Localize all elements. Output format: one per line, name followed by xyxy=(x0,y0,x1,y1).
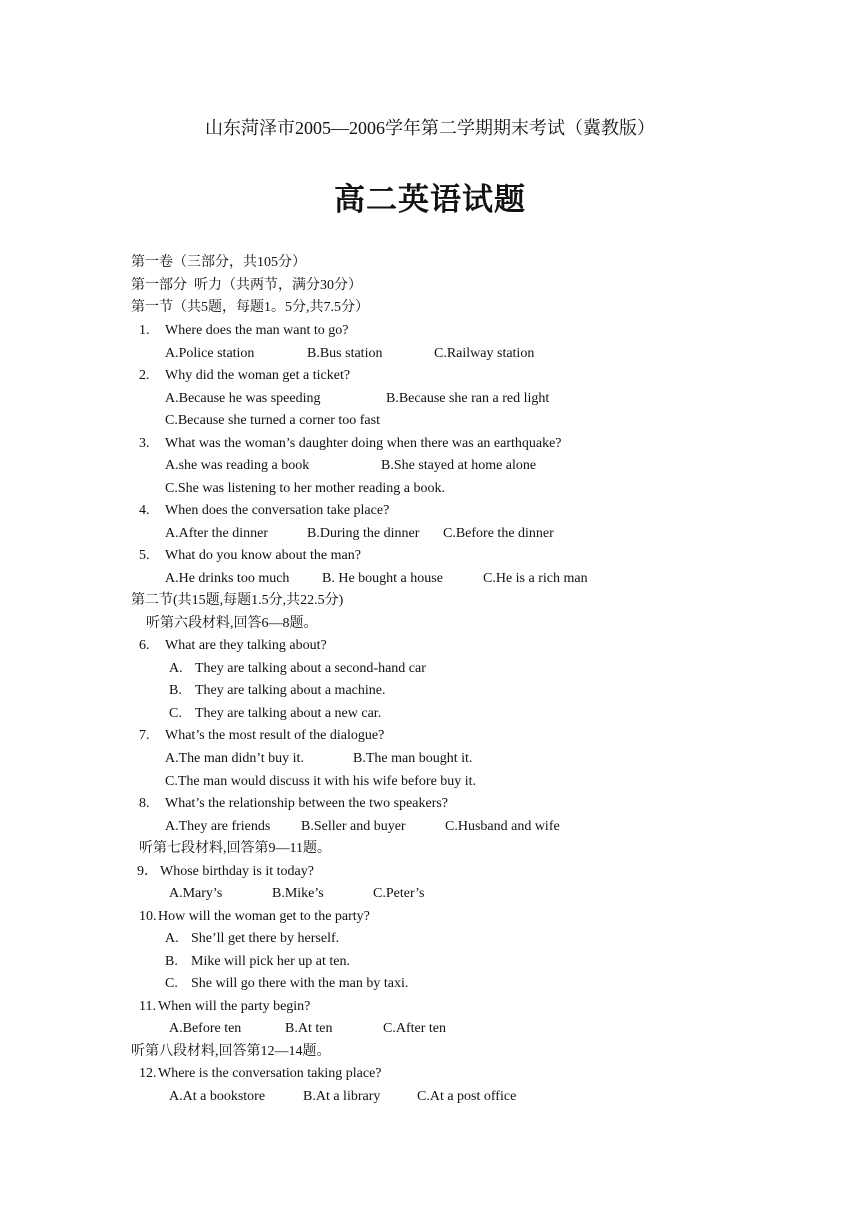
option-a: A.The man didn’t buy it. xyxy=(165,751,304,766)
question-number: 10. xyxy=(139,909,157,924)
option-letter: C. xyxy=(169,706,182,721)
question-number: 5. xyxy=(139,548,150,563)
question-text: What’s the most result of the dialogue? xyxy=(165,728,385,743)
option-letter: C. xyxy=(165,976,178,991)
question-number: 2. xyxy=(139,368,150,383)
option-letter: B. xyxy=(165,954,178,969)
part-heading: 第一部分 听力（共两节，满分30分） xyxy=(131,278,362,293)
question-text: What’s the relationship between the two speakers? xyxy=(165,796,449,811)
volume-heading: 第一卷（三部分，共105分） xyxy=(131,255,306,270)
option-letter: A. xyxy=(169,661,183,676)
option-a: A.He drinks too much xyxy=(165,571,290,586)
option-c: C.Before the dinner xyxy=(443,526,554,541)
option-b: B.Bus station xyxy=(307,346,383,361)
option-b: Mike will pick her up at ten. xyxy=(191,954,351,969)
question-text: How will the woman get to the party? xyxy=(158,909,370,924)
option-a: A.Mary’s xyxy=(169,886,223,901)
question-text: What are they talking about? xyxy=(165,638,327,653)
material-instruction: 听第六段材料,回答6—8题。 xyxy=(146,616,318,631)
question-number: 6. xyxy=(139,638,150,653)
option-b: B. He bought a house xyxy=(322,571,443,586)
option-a: A.Police station xyxy=(165,346,255,361)
option-b: B.Mike’s xyxy=(272,886,324,901)
option-c: C.Because she turned a corner too fast xyxy=(165,413,380,428)
question-number: 11. xyxy=(139,999,156,1014)
option-a: A.After the dinner xyxy=(165,526,269,541)
option-b: B.Because she ran a red light xyxy=(386,391,550,406)
option-a: They are talking about a second-hand car xyxy=(195,661,426,676)
question-text: Where does the man want to go? xyxy=(165,323,349,338)
option-c: C.At a post office xyxy=(417,1089,517,1104)
option-c: C.She was listening to her mother reading a book. xyxy=(165,481,445,496)
option-b: B.At a library xyxy=(303,1089,381,1104)
option-b: B.During the dinner xyxy=(307,526,420,541)
option-a: A.Before ten xyxy=(169,1021,242,1036)
option-c: C.He is a rich man xyxy=(483,571,588,586)
option-c: C.Railway station xyxy=(434,346,535,361)
question-text: Where is the conversation taking place? xyxy=(158,1066,382,1081)
option-c: C.Husband and wife xyxy=(445,819,560,834)
option-b: B.At ten xyxy=(285,1021,333,1036)
question-number: 1. xyxy=(139,323,150,338)
option-b: They are talking about a machine. xyxy=(195,683,386,698)
option-a: She’ll get there by herself. xyxy=(191,931,340,946)
question-number: 12. xyxy=(139,1066,157,1081)
option-b: B.She stayed at home alone xyxy=(381,458,537,473)
question-number: 4. xyxy=(139,503,150,518)
option-c: C.After ten xyxy=(383,1021,446,1036)
question-text: When will the party begin? xyxy=(158,999,311,1014)
question-number: 7. xyxy=(139,728,150,743)
section-heading: 第二节(共15题,每题1.5分,共22.5分) xyxy=(131,593,344,608)
option-b: B.Seller and buyer xyxy=(301,819,406,834)
exam-title: 高二英语试题 xyxy=(334,182,526,218)
option-c: C.The man would discuss it with his wife before buy it. xyxy=(165,774,477,789)
option-c: C.Peter’s xyxy=(373,886,425,901)
question-text: When does the conversation take place? xyxy=(165,503,390,518)
option-a: A.Because he was speeding xyxy=(165,391,321,406)
option-c: She will go there with the man by taxi. xyxy=(191,976,409,991)
question-number: 9． xyxy=(137,864,158,879)
option-c: They are talking about a new car. xyxy=(195,706,382,721)
material-instruction: 听第八段材料,回答第12—14题。 xyxy=(131,1044,331,1059)
option-a: A.she was reading a book xyxy=(165,458,310,473)
question-number: 8. xyxy=(139,796,150,811)
question-number: 3. xyxy=(139,436,150,451)
option-letter: B. xyxy=(169,683,182,698)
question-text: What do you know about the man? xyxy=(165,548,361,563)
question-text: What was the woman’s daughter doing when there was an earthquake? xyxy=(165,436,562,451)
option-a: A.At a bookstore xyxy=(169,1089,266,1104)
section-heading: 第一节（共5题，每题1。5分,共7.5分） xyxy=(131,300,369,315)
option-letter: A. xyxy=(165,931,179,946)
option-a: A.They are friends xyxy=(165,819,271,834)
exam-subtitle: 山东菏泽市2005—2006学年第二学期期末考试（冀教版） xyxy=(205,118,655,138)
material-instruction: 听第七段材料,回答第9—11题。 xyxy=(139,841,331,856)
question-text: Whose birthday is it today? xyxy=(160,864,314,879)
question-text: Why did the woman get a ticket? xyxy=(165,368,351,383)
option-b: B.The man bought it. xyxy=(353,751,473,766)
